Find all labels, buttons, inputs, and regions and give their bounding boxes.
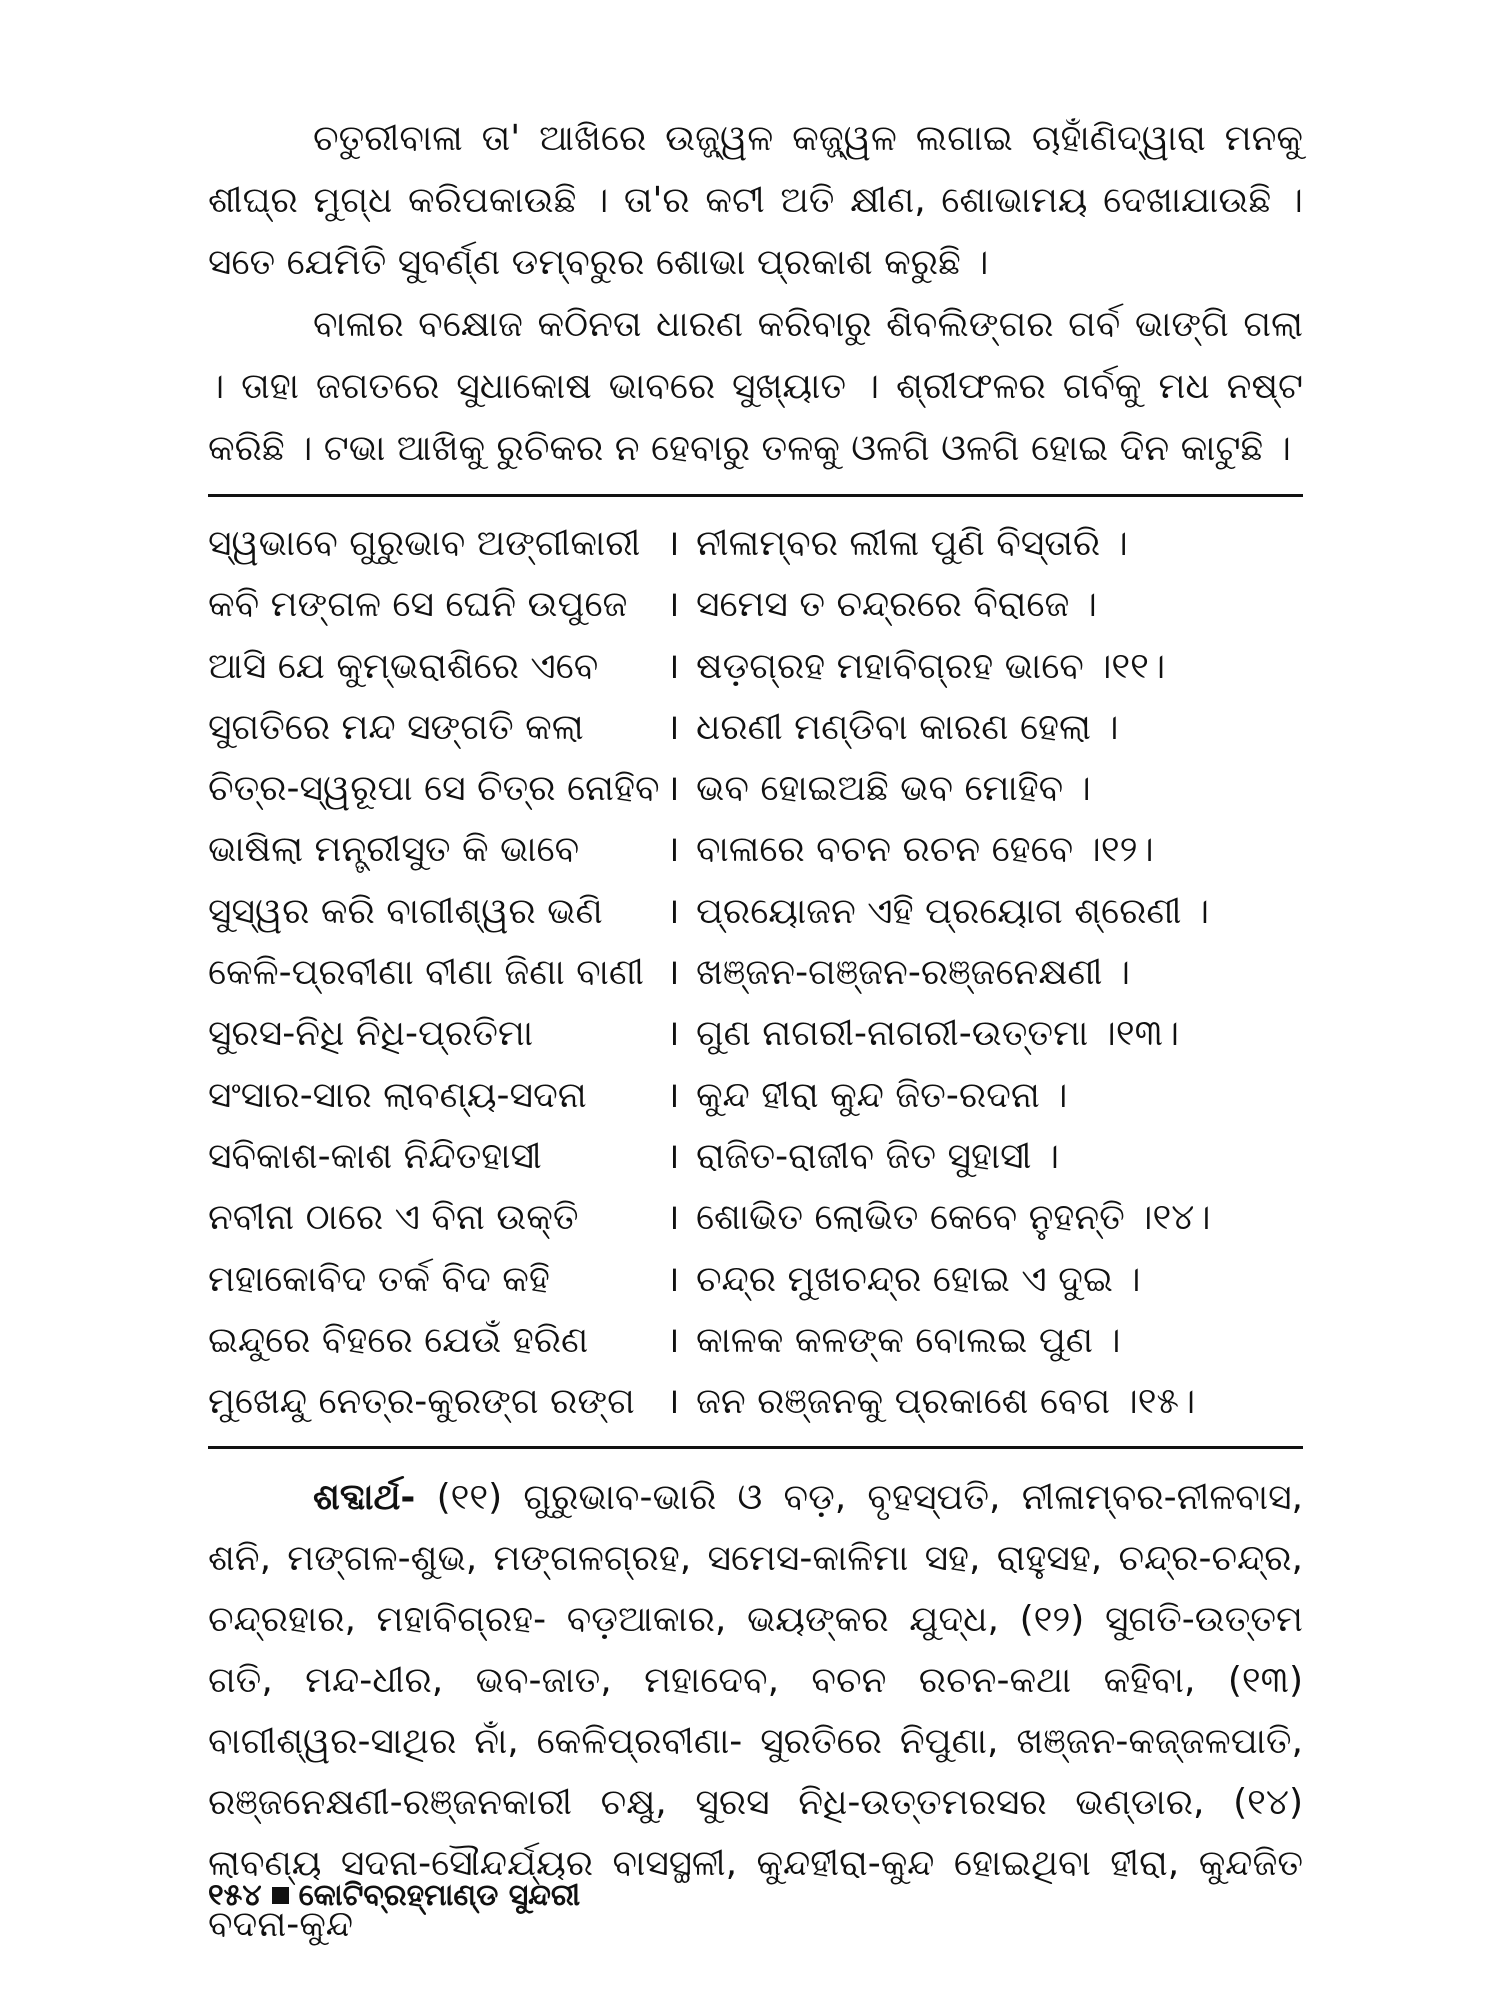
gloss-text: (୧୧) ଗୁରୁଭାବ-ଭାରି ଓ ବଡ଼, ବୃହସ୍ପତି, ନୀଳାମ୍ବର-ନୀଳବାସ, ଶନି, ମଙ୍ଗଳ-ଶୁଭ, ମଙ୍ଗଳଗ୍ରହ, ସମେସ-କାଳିମା ସହ, ରାହୁସହ, ଚନ୍ଦ୍ର-ଚନ୍ଦ୍ର, ଚନ୍ଦ୍ରହାର, ମହାବିଗ୍ରହ- ବଡ଼ଆକାର, ଭୟଙ୍କର ଯୁଦ୍ଧ, (୧୨) ସୁଗତି-ଉତ୍ତମ ଗତି, ମନ୍ଦ-ଧୀର, ଭବ-ଜାତ, ମହାଦେବ, ବଚନ ରଚନ-କଥା କହିବା, (୧୩) ବାଗୀଶ୍ୱର-ସାଥିର ନାଁ, କେଳିପ୍ରବୀଣା- ସୁରତିରେ ନିପୁଣା, ଖଞ୍ଜନ-କଜ୍ଜଳପାତି, ରଞ୍ଜନେକ୍ଷଣୀ-ରଞ୍ଜନକାରୀ ଚକ୍ଷୁ, ସୁରସ ନିଧି-ଉତ୍ତମରସର ଭଣ୍ଡାର, (୧୪) ଲାବଣ୍ୟ ସଦନା-ସୌନ୍ଦର୍ଯ୍ୟର ବାସସ୍ଥଳୀ, କୁନ୍ଦହୀରା-କୁନ୍ଦ ହୋଇଥିବା ହୀରା, କୁନ୍ଦଜିତ ବଦନା-କୁନ୍ଦ: [208, 1477, 1303, 1946]
verse-row: [208, 1065, 1303, 1126]
page-number: ୧୫୪: [208, 1878, 262, 1913]
verse-first-half: କେଳି-ପ୍ରବୀଣା ବୀଣା ଜିଣା ବାଣୀ: [208, 952, 644, 994]
verse-row: [208, 758, 1303, 819]
verse-row: [208, 513, 1303, 574]
divider: [208, 1446, 1303, 1449]
verse-first-half: ସ୍ୱଭାବେ ଗୁରୁଭାବ ଅଙ୍ଗୀକାରୀ: [208, 523, 641, 564]
verse-separator: ।: [666, 890, 680, 932]
verse-second-half: ନୀଳାମ୍ବର ଲୀଳା ପୁଣି ବିସ୍ତାରି ।: [696, 523, 1128, 564]
verse-second-half: ବାଳାରେ ବଚନ ରଚନ ହେବେ ।୧୨।: [696, 829, 1154, 871]
verse-separator: ।: [666, 768, 680, 810]
verse-row: [208, 1003, 1303, 1064]
divider: [208, 494, 1303, 497]
verse-second-half: ଗୁଣ ନାଗରୀ-ନାଗରୀ-ଉତ୍ତମା ।୧୩।: [696, 1013, 1180, 1055]
verse-row: [208, 1249, 1303, 1310]
verse-separator: ।: [666, 1258, 680, 1300]
verse-second-half: କାଳକ କଳଙ୍କ ବୋଲଇ ପୁଣ ।: [696, 1319, 1121, 1361]
verse-first-half: ଚିତ୍ର-ସ୍ୱରୂପା ସେ ଚିତ୍ର ନୋହିବ: [208, 768, 660, 810]
verse-second-half: ପ୍ରୟୋଜନ ଏହି ପ୍ରୟୋଗ ଶ୍ରେଣୀ ।: [696, 890, 1210, 932]
book-title: କୋଟିବ୍ରହ୍ମାଣ୍ଡ ସୁନ୍ଦରୀ: [298, 1878, 581, 1913]
verse-row: [208, 574, 1303, 635]
verse-row: [208, 942, 1303, 1003]
verse-second-half: ସମେସ ତ ଚନ୍ଦ୍ରରେ ବିରାଜେ ।: [696, 584, 1097, 626]
verse-first-half: ମହାକୋବିଦ ତର୍କ ବିଦ କହି: [208, 1258, 550, 1300]
verse-second-half: ଚନ୍ଦ୍ର ମୁଖଚନ୍ଦ୍ର ହୋଇ ଏ ଦୁଇ ।: [696, 1258, 1141, 1300]
verse-second-half: ଷଡ଼ଗ୍ରହ ମହାବିଗ୍ରହ ଭାବେ ।୧୧।: [696, 645, 1166, 687]
verse-second-half: ଭବ ହୋଇଅଛି ଭବ ମୋହିବ ।: [696, 768, 1091, 810]
gloss-heading: ଶବ୍ଦାର୍ଥ-: [313, 1477, 416, 1519]
prose-section: [208, 108, 1303, 480]
verse-first-half: ସୁଗତିରେ ମନ୍ଦ ସଙ୍ଗତି କଲା: [208, 706, 584, 748]
verse-row: [208, 1126, 1303, 1187]
verse-second-half: ଖଞ୍ଜନ-ଗଞ୍ଜନ-ରଞ୍ଜନେକ୍ଷଣୀ ।: [696, 952, 1131, 994]
page: [208, 108, 1303, 1955]
verse-row: [208, 1371, 1303, 1432]
verse-second-half: ଶୋଭିତ ଲୋଭିତ କେବେ ନୁହନ୍ତି ।୧୪।: [696, 1197, 1211, 1239]
verse-first-half: ସୁରସ-ନିଧି ନିଧି-ପ୍ରତିମା: [208, 1013, 534, 1055]
verse-separator: ।: [666, 706, 680, 748]
verse-separator: ।: [666, 1074, 680, 1116]
verse-first-half: କବି ମଙ୍ଗଳ ସେ ଘେନି ଉପୁଜେ: [208, 584, 628, 626]
prose-paragraph: ବାଳାର ବକ୍ଷୋଜ କଠିନତା ଧାରଣ କରିବାରୁ ଶିବଲିଙ୍ଗର ଗର୍ବ ଭାଙ୍ଗି ଗଲା । ତାହା ଜଗତରେ ସୁଧାକୋଷ ଭାବରେ ସୁଖ୍ୟାତ । ଶ୍ରୀଫଳର ଗର୍ବକୁ ମଧ ନଷ୍ଟ କରିଛି । ଟଭା ଆଖିକୁ ରୁଚିକର ନ ହେବାରୁ ତଳକୁ ଓଳଗି ଓଳଗି ହୋଇ ଦିନ କାଟୁଛି ।: [208, 304, 1303, 469]
verse-second-half: ଧରଣୀ ମଣ୍ଡିବା କାରଣ ହେଲା ।: [696, 706, 1119, 748]
verse-separator: ।: [666, 584, 680, 626]
verse-first-half: ମୁଖେନ୍ଦୁ ନେତ୍ର-କୁରଙ୍ଗ ରଙ୍ଗ: [208, 1381, 635, 1423]
verse-separator: ।: [666, 952, 680, 994]
verse-row: [208, 819, 1303, 880]
verse-row: [208, 697, 1303, 758]
verse-separator: ।: [666, 1197, 680, 1239]
page-footer: [208, 1878, 580, 1913]
verse-separator: ।: [666, 829, 680, 871]
verse-first-half: ସୁସ୍ୱର କରି ବାଗୀଶ୍ୱର ଭଣି: [208, 890, 603, 932]
verse-first-half: ଭାଷିଲା ମନ୍ତ୍ରୀସୁତ କି ଭାବେ: [208, 829, 580, 871]
verse-first-half: ନବୀନା ଠାରେ ଏ ବିନା ଉକ୍ତି: [208, 1197, 579, 1239]
prose-paragraph: ଚତୁରୀବାଳା ତା' ଆଖିରେ ଉଜ୍ଜ୍ୱଳ କଜ୍ଜ୍ୱଳ ଲଗାଇ ଚାହାଁଣିଦ୍ୱାରା ମନକୁ ଶୀଘ୍ର ମୁଗ୍ଧ କରିପକାଉଛି । ତା'ର କଟୀ ଅତି କ୍ଷୀଣ, ଶୋଭାମୟ ଦେଖାଯାଉଛି । ସତେ ଯେମିତି ସୁବର୍ଣ୍ଣ ଡମ୍ବରୁର ଶୋଭା ପ୍ରକାଶ କରୁଛି ।: [208, 118, 1303, 283]
verse-row: [208, 636, 1303, 697]
verse-first-half: ଆସି ଯେ କୁମ୍ଭରାଶିରେ ଏବେ: [208, 645, 599, 687]
verse-separator: ।: [666, 523, 680, 564]
verse-separator: ।: [666, 1381, 680, 1423]
verse-second-half: କୁନ୍ଦ ହୀରା କୁନ୍ଦ ଜିତ-ରଦନା ।: [696, 1074, 1068, 1116]
verse-separator: ।: [666, 645, 680, 687]
verse-row: [208, 1187, 1303, 1248]
verse-separator: ।: [666, 1135, 680, 1177]
verse-block: [208, 513, 1303, 1432]
square-bullet-icon: [272, 1887, 289, 1904]
verse-second-half: ଜନ ରଞ୍ଜନକୁ ପ୍ରକାଶେ ବେଗ ।୧୫।: [696, 1381, 1196, 1423]
verse-separator: ।: [666, 1319, 680, 1361]
verse-row: [208, 881, 1303, 942]
verse-row: [208, 1310, 1303, 1371]
verse-second-half: ରାଜିତ-ରାଜୀବ ଜିତ ସୁହାସୀ ।: [696, 1135, 1060, 1177]
verse-first-half: ସଂସାର-ସାର ଲାବଣ୍ୟ-ସଦନା: [208, 1074, 587, 1116]
verse-first-half: ସବିକାଶ-କାଶ ନିନ୍ଦିତହାସୀ: [208, 1135, 542, 1177]
verse-separator: ।: [666, 1013, 680, 1055]
verse-first-half: ଇନ୍ଦୁରେ ବିହରେ ଯେଉଁ ହରିଣ: [208, 1319, 589, 1361]
